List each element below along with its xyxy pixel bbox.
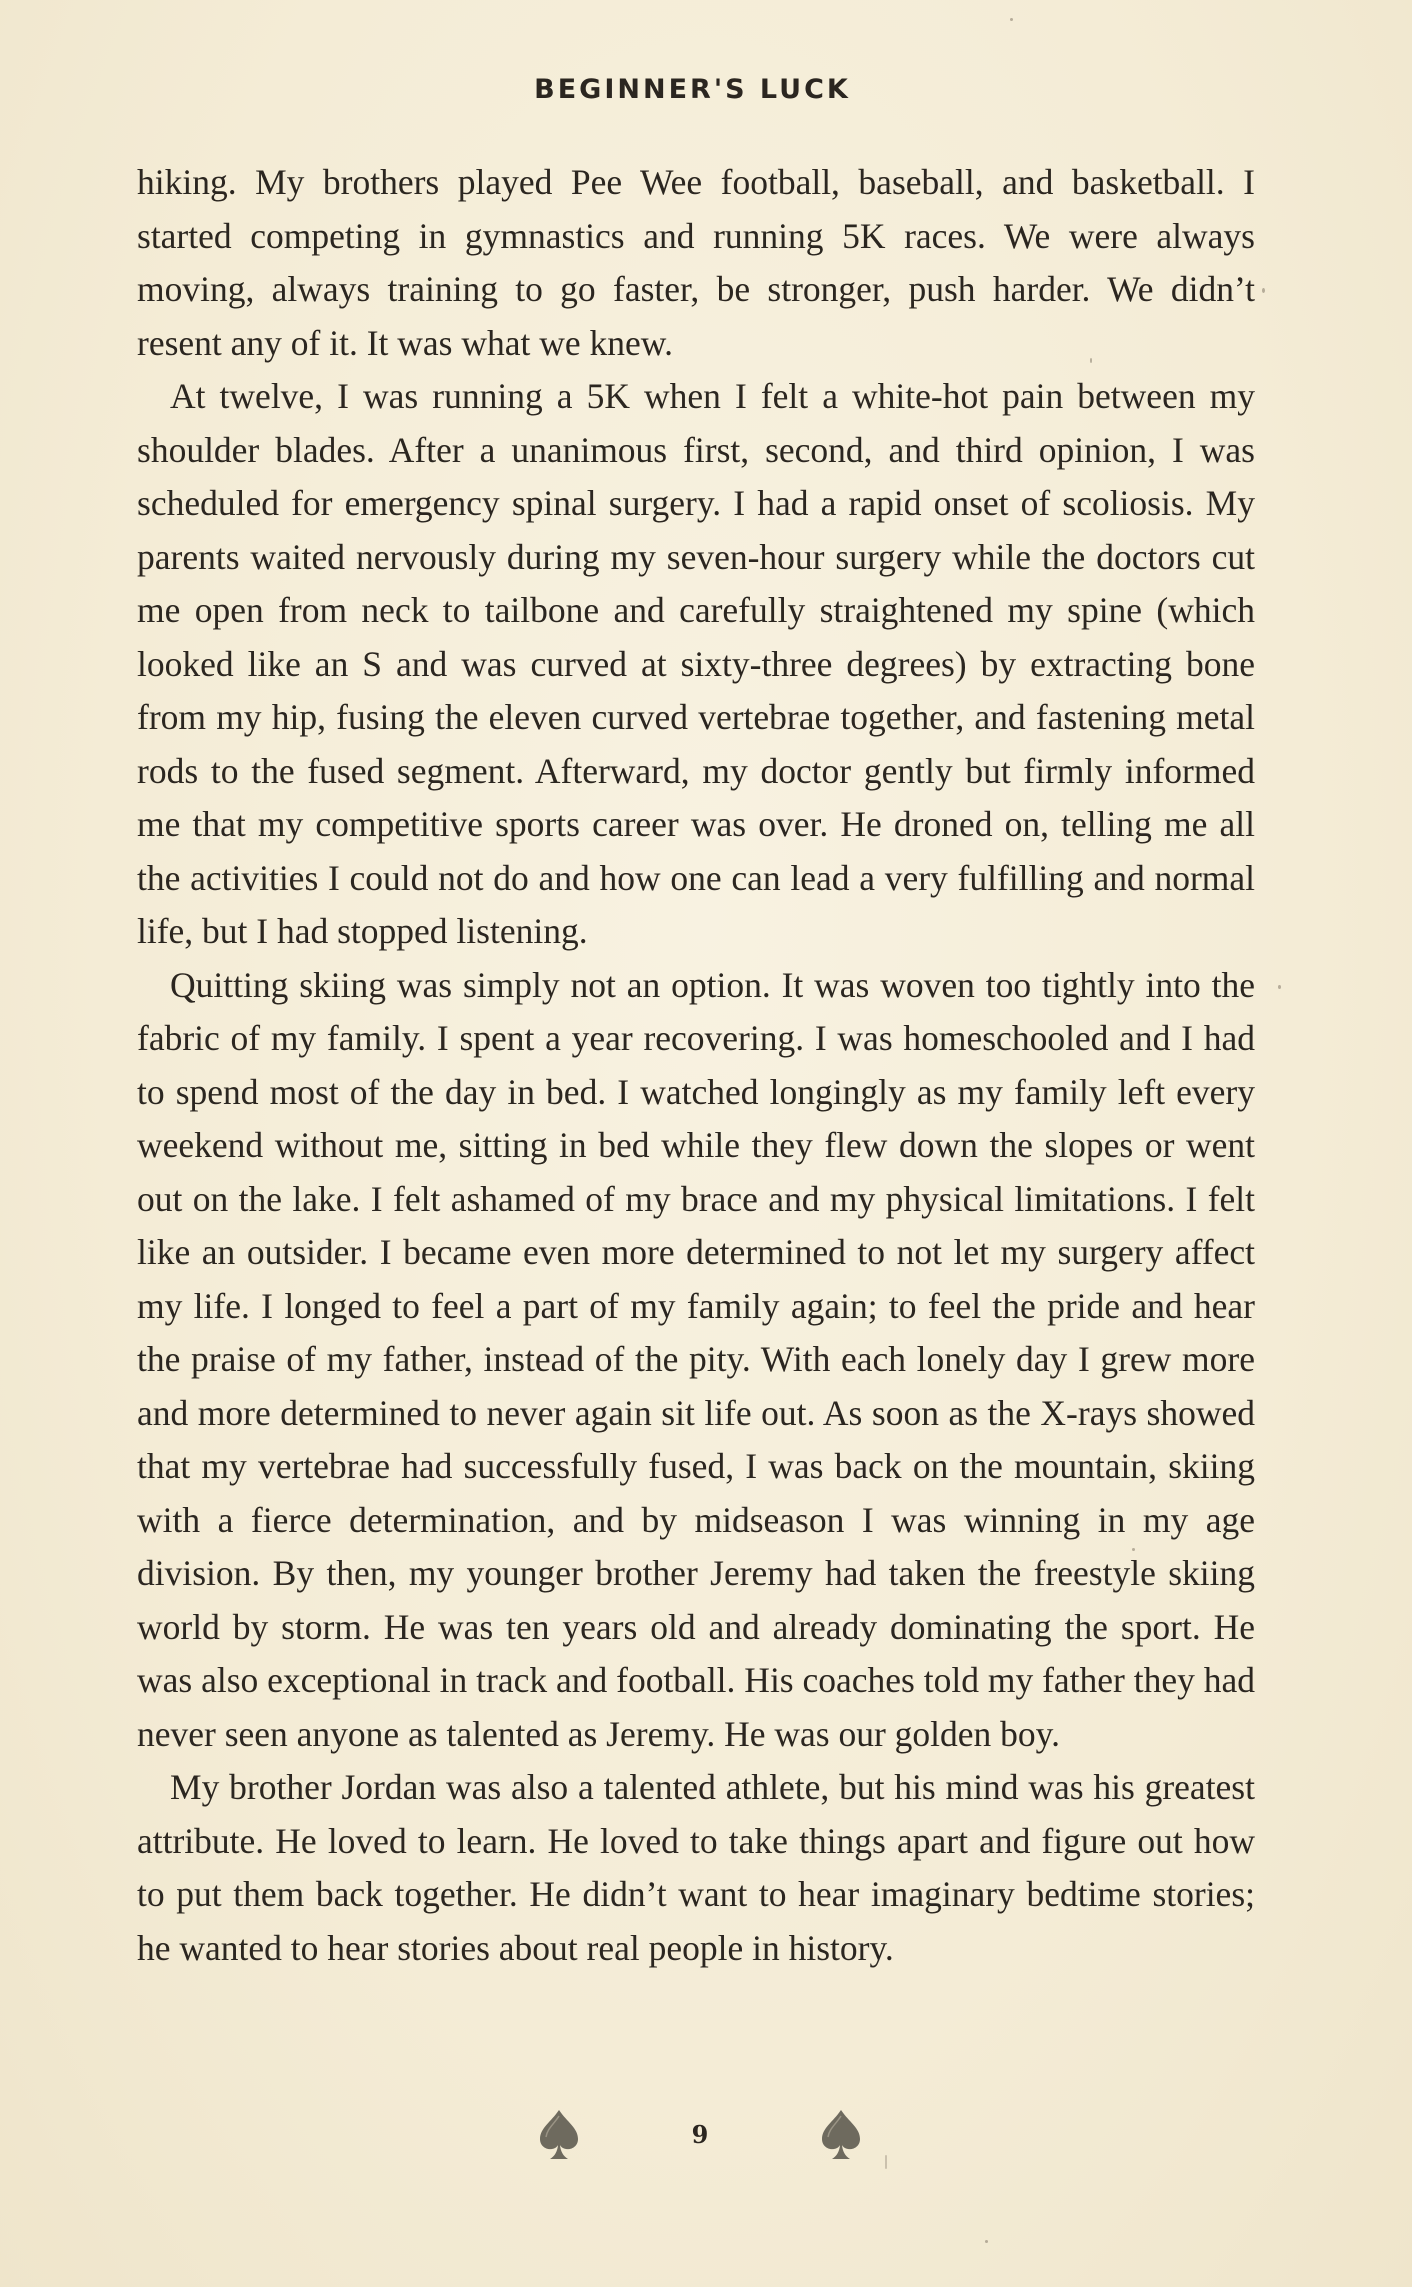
spade-icon [819, 2108, 863, 2162]
paper-speck [1278, 985, 1281, 989]
paper-speck [885, 2155, 887, 2169]
paper-speck [985, 2240, 988, 2243]
paragraph-2: At twelve, I was running a 5K when I felt a white-hot pain between my shoulder blades. After a unanimous first, second, and third opinion, I was scheduled for emergency spinal surgery. I had a rapid onset of scoliosis. My parents waited nervously during my seven-hour surgery while the doctors cut me open from neck to tailbone and carefully straightened my spine (which looked like an S and was curved at sixty-three degrees) by extracting bone from my hip, fusing the eleven curved vertebrae together, and fastening metal rods to the fused segment. Afterward, my doctor gently but firmly informed me that my competitive sports career was over. He droned on, telling me all the activities I could not do and how one can lead a very fulfilling and normal life, but I had stopped listening. [137, 376, 1255, 951]
spade-icon [537, 2108, 581, 2162]
paper-speck [1262, 288, 1265, 293]
paper-speck [1132, 1548, 1135, 1551]
body-text [137, 156, 1255, 1975]
page-number: 9 [691, 2120, 709, 2149]
paragraph-1: hiking. My brothers played Pee Wee football, baseball, and basketball. I started competing in gymnastics and running 5K races. We were always moving, always training to go faster, be stronger, push harder. We didn’t resent any of it. It was what we knew. [137, 162, 1255, 363]
running-head: BEGINNER'S LUCK [534, 74, 851, 105]
paragraph-3: Quitting skiing was simply not an option. It was woven too tightly into the fabric of my family. I spent a year recovering. I was homeschooled and I had to spend most of the day in bed. I watched longingly as my family left every weekend without me, sitting in bed while they flew down the slopes or went out on the lake. I felt ashamed of my brace and my physical limitations. I felt like an outsider. I became even more determined to not let my surgery affect my life. I longed to feel a part of my family again; to feel the pride and hear the praise of my father, instead of the pity. With each lonely day I grew more and more determined to never again sit life out. As soon as the X-rays showed that my vertebrae had successfully fused, I was back on the mountain, skiing with a fierce determination, and by midseason I was winning in my age division. By then, my younger brother Jeremy had taken the freestyle skiing world by storm. He was ten years old and already dominating the sport. He was also exceptional in track and football. His coaches told my father they had never seen anyone as talented as Jeremy. He was our golden boy. [137, 964, 1255, 1754]
paper-speck [1090, 358, 1092, 363]
paragraph-4: My brother Jordan was also a talented athlete, but his mind was his greatest attribute. He loved to learn. He loved to take things apart and figure out how to put them back together. He didn’t want to hear imaginary bedtime stories; he wanted to hear stories about real people in history. [137, 1767, 1255, 1968]
paper-speck [1010, 18, 1013, 21]
